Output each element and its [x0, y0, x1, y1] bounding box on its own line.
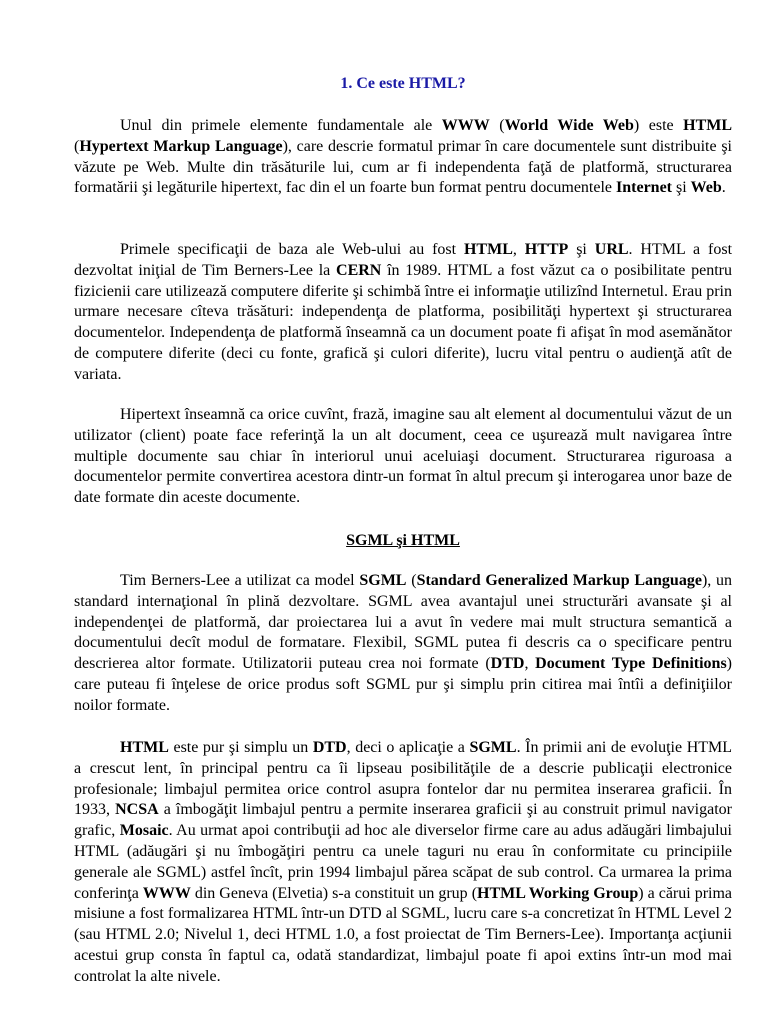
- bold-term: DTD: [312, 739, 347, 756]
- text-run: . HTML a fost dezvoltat iniţial de Tim Berners-Lee la: [74, 241, 733, 279]
- text-run: ,: [512, 241, 525, 258]
- bold-term: NCSA: [115, 801, 159, 819]
- bold-term: URL: [594, 241, 629, 258]
- text-run: şi: [672, 179, 691, 197]
- bold-term: WWW: [142, 884, 191, 902]
- bold-term: HTTP: [524, 241, 569, 258]
- text-run: în 1989. HTML a fost văzut ca o posibilitate pentru fizicienii care utilizează computere diferite şi schimbă între ei informaţie utilizînd Internetul. Erau prin urmare necesare cîteva trăsături: independenţa de platforma, posibilităţi hypertext şi structurarea documentelor. Independenţa de platformă înseamnă ca un document poate fi afişat în mod asemănător de computere diferite (deci cu fonte, grafică şi culori diferite), lucru vital pentru o audienţă atît de variata.: [74, 261, 732, 383]
- bold-term: WWW: [441, 117, 490, 134]
- paragraph-hypertext: [74, 405, 732, 509]
- text-run: , deci o aplicaţie a: [346, 739, 470, 756]
- bold-term: Mosaic: [119, 822, 169, 840]
- text-run: (: [406, 572, 417, 589]
- paragraph-html-dtd-history: [74, 738, 732, 988]
- bold-term: HTML Working Group: [477, 884, 639, 902]
- text-run: . În primii ani de evoluţie HTML a crescut lent, în principal pentru ca îi lipseau posibilităţile de a descrie publicaţii electronice profesionale; limbajul permitea orice control asupra fontelor dar nu permitea inserarea graficii. În 1933,: [74, 739, 733, 819]
- text-run: ,: [524, 655, 536, 673]
- paragraph-sgml-model: [74, 571, 732, 717]
- bold-term: HTML: [120, 739, 169, 756]
- text-run: (: [489, 117, 505, 134]
- bold-term: DTD: [490, 655, 525, 673]
- bold-term: World Wide Web: [504, 117, 634, 134]
- text-run: ) este: [633, 117, 684, 134]
- text-run: din Geneva (Elvetia) s-a constituit un grup (: [190, 884, 478, 902]
- bold-term: HTML: [683, 117, 733, 134]
- text-run: ) a cărui prima misiune a fost formalizarea HTML într-un DTD al SGML, lucru care s-a concretizat în HTML Level 2 (sau HTML 2.0; Nivelul 1, deci HTML 1.0, a fost proiectat de Tim Berners-Lee). Importanţa acţiunii acestui grup consta în faptul ca, odată standardizat, limbajul poate fi apoi extins într-un mod mai controlat la alte nivele.: [74, 884, 733, 985]
- text-run: ), un standard internaţional în plină dezvoltare. SGML avea avantajul unei structurări avansate şi al independenţei de platformă, dar proiectarea lui a avut în vedere mai mult structura semantică a documentului decît modul de formatare. Flexibil, SGML putea fi descris ca o specificare pentru descrierea altor formate. Utilizatorii puteau crea noi formate (: [74, 572, 733, 673]
- paragraph-what-is-html: [74, 116, 732, 199]
- text-run: (: [74, 137, 80, 155]
- text-run: Tim Berners-Lee a utilizat ca model: [120, 572, 360, 589]
- text-run: a îmbogăţit limbajul pentru a permite inserarea graficii şi au construit primul navigator grafic,: [74, 801, 732, 840]
- bold-term: Document Type Definitions: [535, 655, 727, 673]
- paragraph-first-specifications: [74, 240, 732, 386]
- text-run: ) care puteau fi înţelese de orice produs soft SGML pur şi simplu prin citirea mai întîi a definiţiilor noilor formate.: [74, 655, 732, 714]
- text-run: şi: [568, 241, 595, 258]
- text-run: Unul din primele elemente fundamentale ale: [120, 117, 442, 134]
- text-run: Primele specificaţii de baza ale Web-ului au fost: [120, 241, 464, 258]
- bold-term: Internet: [616, 179, 672, 197]
- text-run: .: [721, 179, 726, 197]
- text-run: ), care descrie formatul primar în care documentele sunt distribuite şi văzute pe Web. Multe din trăsăturile lui, cum ar fi independenta faţă de platformă, structurarea formatării şi legăturile hipertext, fac din el un foarte bun format pentru documentele: [74, 137, 732, 197]
- bold-term: Standard Generalized Markup Language: [416, 572, 702, 589]
- bold-term: HTML: [463, 241, 513, 258]
- bold-term: Hypertext Markup Language: [79, 137, 283, 155]
- section-heading-sgml-html: SGML şi HTML: [346, 532, 460, 549]
- page-title: 1. Ce este HTML?: [340, 75, 466, 92]
- bold-term: SGML: [469, 739, 517, 756]
- bold-term: SGML: [359, 572, 407, 589]
- text-run: este pur şi simplu un: [168, 739, 313, 756]
- text-run: . Au urmat apoi contribuţii ad hoc ale diverselor firme care au adus adăugări limbajului HTML (adăugări şi nu îmbogăţiri pentru ca unele taguri nu erau în conformitate cu principiile generale ale SGML) astfel încît, prin 1994 limbajul părea scăpat de sub control. Ca urmarea la prima conferinţa: [74, 822, 732, 902]
- bold-term: CERN: [336, 261, 382, 279]
- bold-term: Web: [690, 179, 722, 197]
- text-run: Hipertext înseamnă ca orice cuvînt, frază, imagine sau alt element al documentului văzut de un utilizator (client) poate face referinţă la un alt document, ceea ce uşurează mult navigarea între multiple documente sau chiar în interiorul unui aceluiaşi document. Structurarea riguroasa a documentelor permite convertirea acestora dintr-un format în altul precum şi interogarea unor baze de date formate din aceste documente.: [74, 406, 732, 507]
